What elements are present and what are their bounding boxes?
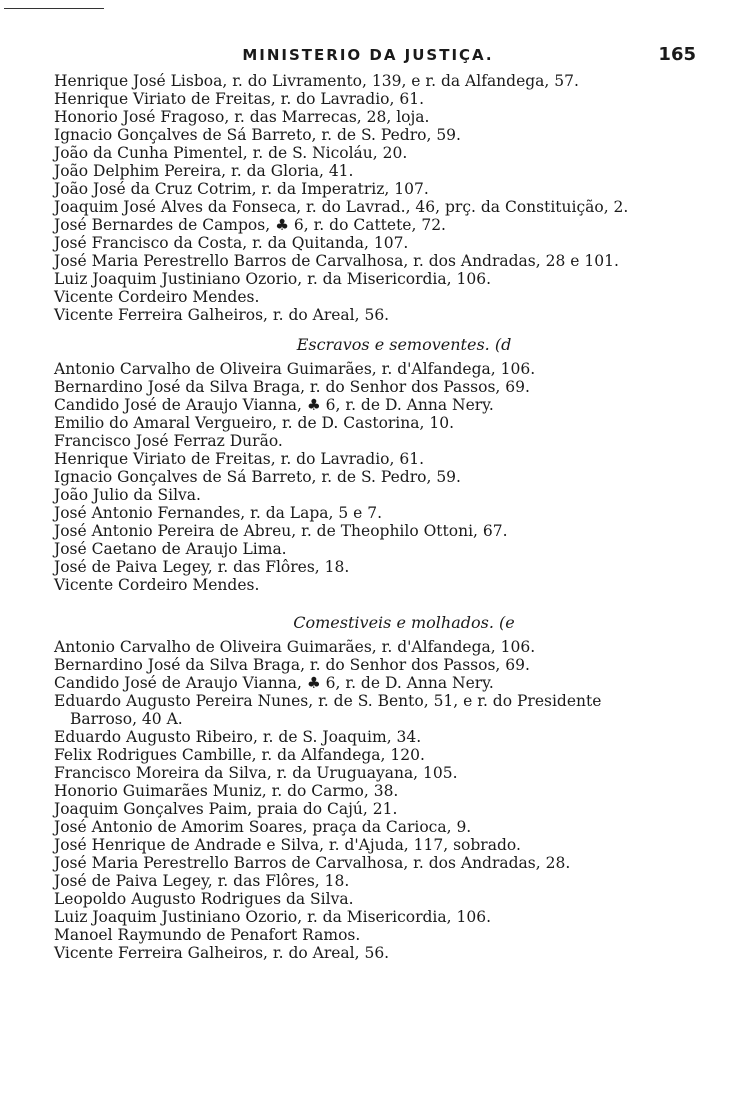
- page-title: MINISTERIO DA JUSTIÇA.: [242, 46, 494, 64]
- list-item: Ignacio Gonçalves de Sá Barreto, r. de S. Pedro, 59.: [54, 126, 461, 144]
- list-item: Francisco José Ferraz Durão.: [54, 432, 283, 450]
- list-item: Honorio Guimarães Muniz, r. do Carmo, 38.: [54, 782, 399, 800]
- list-item: José Maria Perestrello Barros de Carvalhosa, r. dos Andradas, 28 e 101.: [54, 252, 619, 270]
- directory-list: [54, 72, 694, 962]
- list-item: Emilio do Amaral Vergueiro, r. de D. Castorina, 10.: [54, 414, 454, 432]
- list-item: José Francisco da Costa, r. da Quitanda, 107.: [54, 234, 409, 252]
- list-item: Manoel Raymundo de Penafort Ramos.: [54, 926, 361, 944]
- list-item: Vicente Ferreira Galheiros, r. do Areal, 56.: [54, 944, 390, 962]
- list-item: José de Paiva Legey, r. das Flôres, 18.: [54, 872, 350, 890]
- list-item: Candido José de Araujo Vianna, ♣ 6, r. de D. Anna Nery.: [54, 396, 494, 414]
- list-item: João José da Cruz Cotrim, r. da Imperatriz, 107.: [54, 180, 429, 198]
- list-item: Candido José de Araujo Vianna, ♣ 6, r. de D. Anna Nery.: [54, 674, 494, 692]
- section-heading-comestiveis: Comestiveis e molhados. (e: [293, 613, 515, 632]
- list-item-continuation: Barroso, 40 A.: [70, 710, 183, 728]
- list-item: Luiz Joaquim Justiniano Ozorio, r. da Misericordia, 106.: [54, 270, 491, 288]
- list-item: José Bernardes de Campos, ♣ 6, r. do Cattete, 72.: [54, 216, 446, 234]
- list-item: Joaquim Gonçalves Paim, praia do Cajú, 21.: [54, 800, 398, 818]
- list-item: Vicente Cordeiro Mendes.: [54, 576, 260, 594]
- list-item: Eduardo Augusto Pereira Nunes, r. de S. Bento, 51, e r. do Presidente: [54, 692, 602, 710]
- list-item: João Julio da Silva.: [54, 486, 201, 504]
- section-heading-escravos: Escravos e semoventes. (d: [296, 335, 512, 354]
- list-item: Eduardo Augusto Ribeiro, r. de S. Joaquim, 34.: [54, 728, 422, 746]
- list-item: Felix Rodrigues Cambille, r. da Alfandega, 120.: [54, 746, 425, 764]
- top-rule: [4, 8, 104, 9]
- list-item: Antonio Carvalho de Oliveira Guimarães, r. d'Alfandega, 106.: [54, 360, 536, 378]
- list-item: Francisco Moreira da Silva, r. da Uruguayana, 105.: [54, 764, 458, 782]
- list-item: José Maria Perestrello Barros de Carvalhosa, r. dos Andradas, 28.: [54, 854, 571, 872]
- list-item: Henrique José Lisboa, r. do Livramento, 139, e r. da Alfandega, 57.: [54, 72, 579, 90]
- list-item: Vicente Ferreira Galheiros, r. do Areal, 56.: [54, 306, 390, 324]
- list-item: José Antonio Pereira de Abreu, r. de Theophilo Ottoni, 67.: [54, 522, 508, 540]
- list-item: Leopoldo Augusto Rodrigues da Silva.: [54, 890, 354, 908]
- list-item: Henrique Viriato de Freitas, r. do Lavradio, 61.: [54, 450, 425, 468]
- page-number: 165: [658, 44, 696, 65]
- list-item: Henrique Viriato de Freitas, r. do Lavradio, 61.: [54, 90, 425, 108]
- list-item: José Antonio de Amorim Soares, praça da Carioca, 9.: [54, 818, 472, 836]
- list-item: José Caetano de Araujo Lima.: [54, 540, 287, 558]
- list-item: Joaquim José Alves da Fonseca, r. do Lavrad., 46, prç. da Constituição, 2.: [54, 198, 629, 216]
- list-item: Ignacio Gonçalves de Sá Barreto, r. de S. Pedro, 59.: [54, 468, 461, 486]
- list-item: José Henrique de Andrade e Silva, r. d'Ajuda, 117, sobrado.: [54, 836, 521, 854]
- list-item: José de Paiva Legey, r. das Flôres, 18.: [54, 558, 350, 576]
- list-item: Vicente Cordeiro Mendes.: [54, 288, 260, 306]
- list-item: Bernardino José da Silva Braga, r. do Senhor dos Passos, 69.: [54, 656, 530, 674]
- list-item: Luiz Joaquim Justiniano Ozorio, r. da Misericordia, 106.: [54, 908, 491, 926]
- page-header: [0, 46, 736, 70]
- list-item: Bernardino José da Silva Braga, r. do Senhor dos Passos, 69.: [54, 378, 530, 396]
- list-item: João Delphim Pereira, r. da Gloria, 41.: [54, 162, 354, 180]
- list-item: Antonio Carvalho de Oliveira Guimarães, r. d'Alfandega, 106.: [54, 638, 536, 656]
- list-item: João da Cunha Pimentel, r. de S. Nicoláu, 20.: [54, 144, 408, 162]
- list-item: Honorio José Fragoso, r. das Marrecas, 28, loja.: [54, 108, 430, 126]
- list-item: José Antonio Fernandes, r. da Lapa, 5 e 7.: [54, 504, 383, 522]
